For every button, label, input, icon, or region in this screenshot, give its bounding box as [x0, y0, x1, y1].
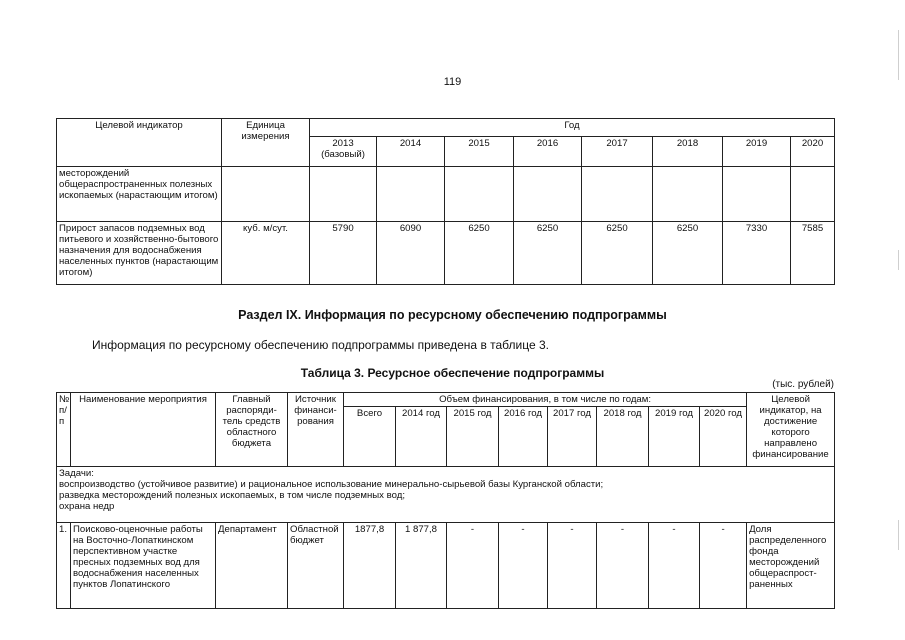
col-2017: 2017 год	[548, 407, 597, 467]
name-header: Наименование мероприятия	[71, 393, 216, 467]
value-cell: 7585	[791, 222, 835, 285]
year-header: Год	[310, 119, 835, 137]
value-cell	[377, 167, 445, 222]
resource-table	[56, 392, 835, 609]
year-2014: 2014	[377, 137, 445, 167]
year-2015: 2015	[445, 137, 514, 167]
target-header: Целевой индикатор, на достижение которого направлено финансирование	[747, 393, 835, 467]
value-cell: 6250	[653, 222, 723, 285]
value-cell: 5790	[310, 222, 377, 285]
indicator-cell: месторождений общераспространенных полезных ископаемых (нарастающим итогом)	[57, 167, 222, 222]
unit-cell	[222, 167, 310, 222]
value-cell: 6250	[514, 222, 582, 285]
num-header: № п/п	[57, 393, 71, 467]
unit-cell: куб. м/сут.	[222, 222, 310, 285]
value-cell	[445, 167, 514, 222]
page-number: 119	[443, 76, 462, 88]
section-heading: Раздел IX. Информация по ресурсному обеспечению подпрограммы	[238, 308, 667, 322]
year-2016: 2016	[514, 137, 582, 167]
body-paragraph: Информация по ресурсному обеспечению подпрограммы приведена в таблице 3.	[92, 338, 549, 352]
volume-header: Объем финансирования, в том числе по годам:	[344, 393, 747, 407]
scan-edge-mark	[898, 250, 899, 270]
indicator-cell: Прирост запасов подземных вод питьевого и хозяйственно-бытового назначения для водоснабжения населенных пунктов (нарастающим итогом)	[57, 222, 222, 285]
source-cell: Областной бюджет	[288, 523, 344, 609]
value-cell: 6250	[445, 222, 514, 285]
table-row	[57, 222, 835, 285]
table3-units: (тыс. рублей)	[772, 379, 834, 390]
col-2015: 2015 год	[447, 407, 499, 467]
manager-header: Главный распоряди-тель средств областного бюджета	[216, 393, 288, 467]
scan-edge-mark	[898, 30, 899, 80]
table-row	[57, 523, 835, 609]
col-total: Всего	[344, 407, 396, 467]
indicator-table	[56, 118, 835, 285]
value-cell: 1 877,8	[396, 523, 447, 609]
value-cell: -	[499, 523, 548, 609]
value-cell: -	[649, 523, 700, 609]
manager-cell: Департамент	[216, 523, 288, 609]
col-2019: 2019 год	[649, 407, 700, 467]
table3-title: Таблица 3. Ресурсное обеспечение подпрограммы	[300, 366, 605, 380]
unit-header: Единица измерения	[222, 119, 310, 167]
value-cell: 6250	[582, 222, 653, 285]
value-cell	[514, 167, 582, 222]
year-2018: 2018	[653, 137, 723, 167]
value-cell	[582, 167, 653, 222]
value-cell: 7330	[723, 222, 791, 285]
col-2018: 2018 год	[597, 407, 649, 467]
table-row	[57, 167, 835, 222]
value-cell	[791, 167, 835, 222]
scan-edge-mark	[898, 520, 899, 550]
value-cell: 1877,8	[344, 523, 396, 609]
row-number: 1.	[57, 523, 71, 609]
source-header: Источник финанси-рования	[288, 393, 344, 467]
value-cell: -	[700, 523, 747, 609]
year-2019: 2019	[723, 137, 791, 167]
col-2020: 2020 год	[700, 407, 747, 467]
activity-name: Поисково-оценочные работы на Восточно-Лопаткинском перспективном участке пресных подземных вод для водоснабжения населенных пунктов Лопатинского	[71, 523, 216, 609]
col-2016: 2016 год	[499, 407, 548, 467]
value-cell: -	[548, 523, 597, 609]
year-2020: 2020	[791, 137, 835, 167]
value-cell: -	[447, 523, 499, 609]
tasks-cell: Задачи: воспроизводство (устойчивое развитие) и рациональное использование минерально-сырьевой базы Курганской области; разведка месторождений полезных ископаемых, в том числе подземных вод; охрана недр	[57, 467, 835, 523]
value-cell	[653, 167, 723, 222]
col-2014: 2014 год	[396, 407, 447, 467]
value-cell	[723, 167, 791, 222]
value-cell: 6090	[377, 222, 445, 285]
value-cell	[310, 167, 377, 222]
indicator-header: Целевой индикатор	[57, 119, 222, 167]
target-cell: Доля распределенного фонда месторождений общераспрост-раненных	[747, 523, 835, 609]
year-2017: 2017	[582, 137, 653, 167]
year-2013: 2013 (базовый)	[310, 137, 377, 167]
value-cell: -	[597, 523, 649, 609]
